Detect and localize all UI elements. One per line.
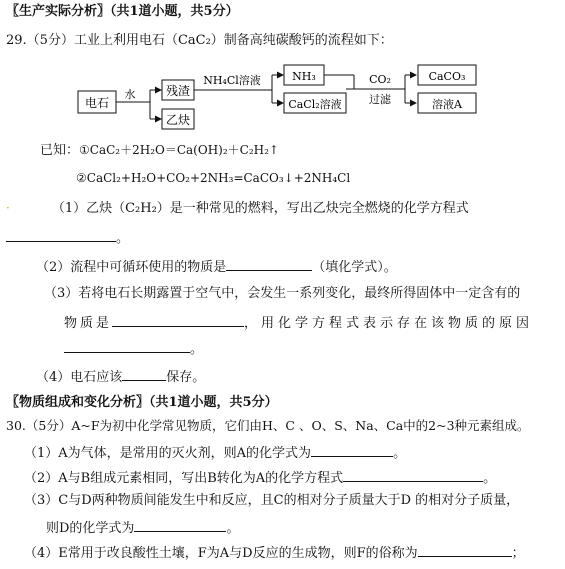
q30-p4-line <box>24 544 525 560</box>
label-caco3: CaCO₃ <box>428 70 466 83</box>
q29-p3-prefix: 物质是 <box>64 316 113 331</box>
equation-2: ②CaCl₂+H₂O+CO₂+2NH₃=CaCO₃↓+2NH₄Cl <box>76 171 351 185</box>
punct: 。 <box>190 342 204 357</box>
q29-p2-line <box>36 258 397 274</box>
q30-p1-text: （1）A为气体，是常用的灭火剂，则A的化学式为 <box>24 446 312 461</box>
section-title-production: 〖生产实际分析〗（共1道小题，共5分） <box>6 4 239 19</box>
answer-blank[interactable] <box>226 258 312 271</box>
label-yique: 乙炔 <box>165 113 191 127</box>
flow-diagram <box>0 55 565 135</box>
q29-p1-line <box>6 202 469 215</box>
bullet-mark: · <box>6 201 10 215</box>
q30-p3-prefix: 则D的化学式为 <box>46 521 135 536</box>
known-eq1-line <box>40 144 279 157</box>
q29-p3-line2 <box>64 314 533 330</box>
punct: ； <box>511 546 525 561</box>
q29-p1-text: （1）乙炔（C₂H₂）是一种常见的燃料，写出乙炔完全燃烧的化学方程式 <box>51 201 469 216</box>
q29-p3-text: （3）若将电石长期露置于空气中，会发生一系列变化，最终所得固体中一定含有的 <box>44 286 521 301</box>
q30-p3-line2 <box>46 519 239 535</box>
q29-p2-text: （2）流程中可循环使用的物质是 <box>36 260 227 275</box>
q29-p3-middle: ，用化学方程式表示存在该物质的原因 <box>244 316 534 331</box>
label-rongyeA: 溶液A <box>432 98 462 111</box>
q30-p1-line <box>24 444 406 460</box>
answer-blank[interactable] <box>343 469 483 482</box>
answer-blank[interactable] <box>418 544 512 557</box>
label-nh3: NH₃ <box>292 70 316 83</box>
q29-p2-suffix: （填化学式）。 <box>312 260 397 275</box>
section-title-composition: 〖物质组成和变化分析〗（共1道小题，共5分） <box>6 395 278 410</box>
label-co2: CO₂ <box>369 73 391 86</box>
q29-p1-answer-line <box>6 229 129 245</box>
known-label: 已知： <box>40 143 80 158</box>
q29-p4-line <box>36 368 205 384</box>
label-cacl2: CaCl₂溶液 <box>288 98 342 111</box>
answer-blank[interactable] <box>64 340 190 353</box>
q29-p4-text: （4）电石应该 <box>36 370 123 385</box>
answer-blank[interactable] <box>112 314 244 327</box>
label-nh4cl: NH₄Cl溶液 <box>203 74 261 87</box>
q29-p4-suffix: 保存。 <box>166 370 206 385</box>
answer-blank[interactable] <box>122 368 166 381</box>
q30-p2-text: （2）A与B组成元素相同，写出B转化为A的化学方程式 <box>24 471 344 486</box>
q30-p4-text: （4）E常用于改良酸性土壤，F为A与D反应的生成物，则F的俗称为 <box>24 546 418 561</box>
label-guolv: 过滤 <box>369 93 391 106</box>
label-canzha: 残渣 <box>165 84 191 98</box>
label-dianshi: 电石 <box>84 96 110 110</box>
punct: 。 <box>393 446 407 461</box>
q30-p3-text: （3）C与D两种物质间能发生中和反应，且C的相对分子质量大于D 的相对分子质量， <box>24 493 520 508</box>
label-shui: 水 <box>124 88 136 101</box>
punct: 。 <box>116 231 130 246</box>
q30-p2-line <box>24 469 496 485</box>
q30-intro: 30.（5分）A~F为初中化学常见物质，它们由H、C 、O、S、Na、Ca中的2~3种元素组成。 <box>6 418 530 433</box>
answer-blank[interactable] <box>6 229 116 242</box>
answer-blank[interactable] <box>311 444 393 457</box>
punct: 。 <box>483 471 497 486</box>
punct: 。 <box>226 521 240 536</box>
answer-blank[interactable] <box>134 519 226 532</box>
q29-intro: 29.（5分）工业上利用电石（CaC₂）制备高纯碳酸钙的流程如下： <box>6 33 393 48</box>
q29-p3-line3 <box>64 340 203 356</box>
equation-1: ①CaC₂＋2H₂O＝Ca(OH)₂＋C₂H₂↑ <box>79 143 279 157</box>
